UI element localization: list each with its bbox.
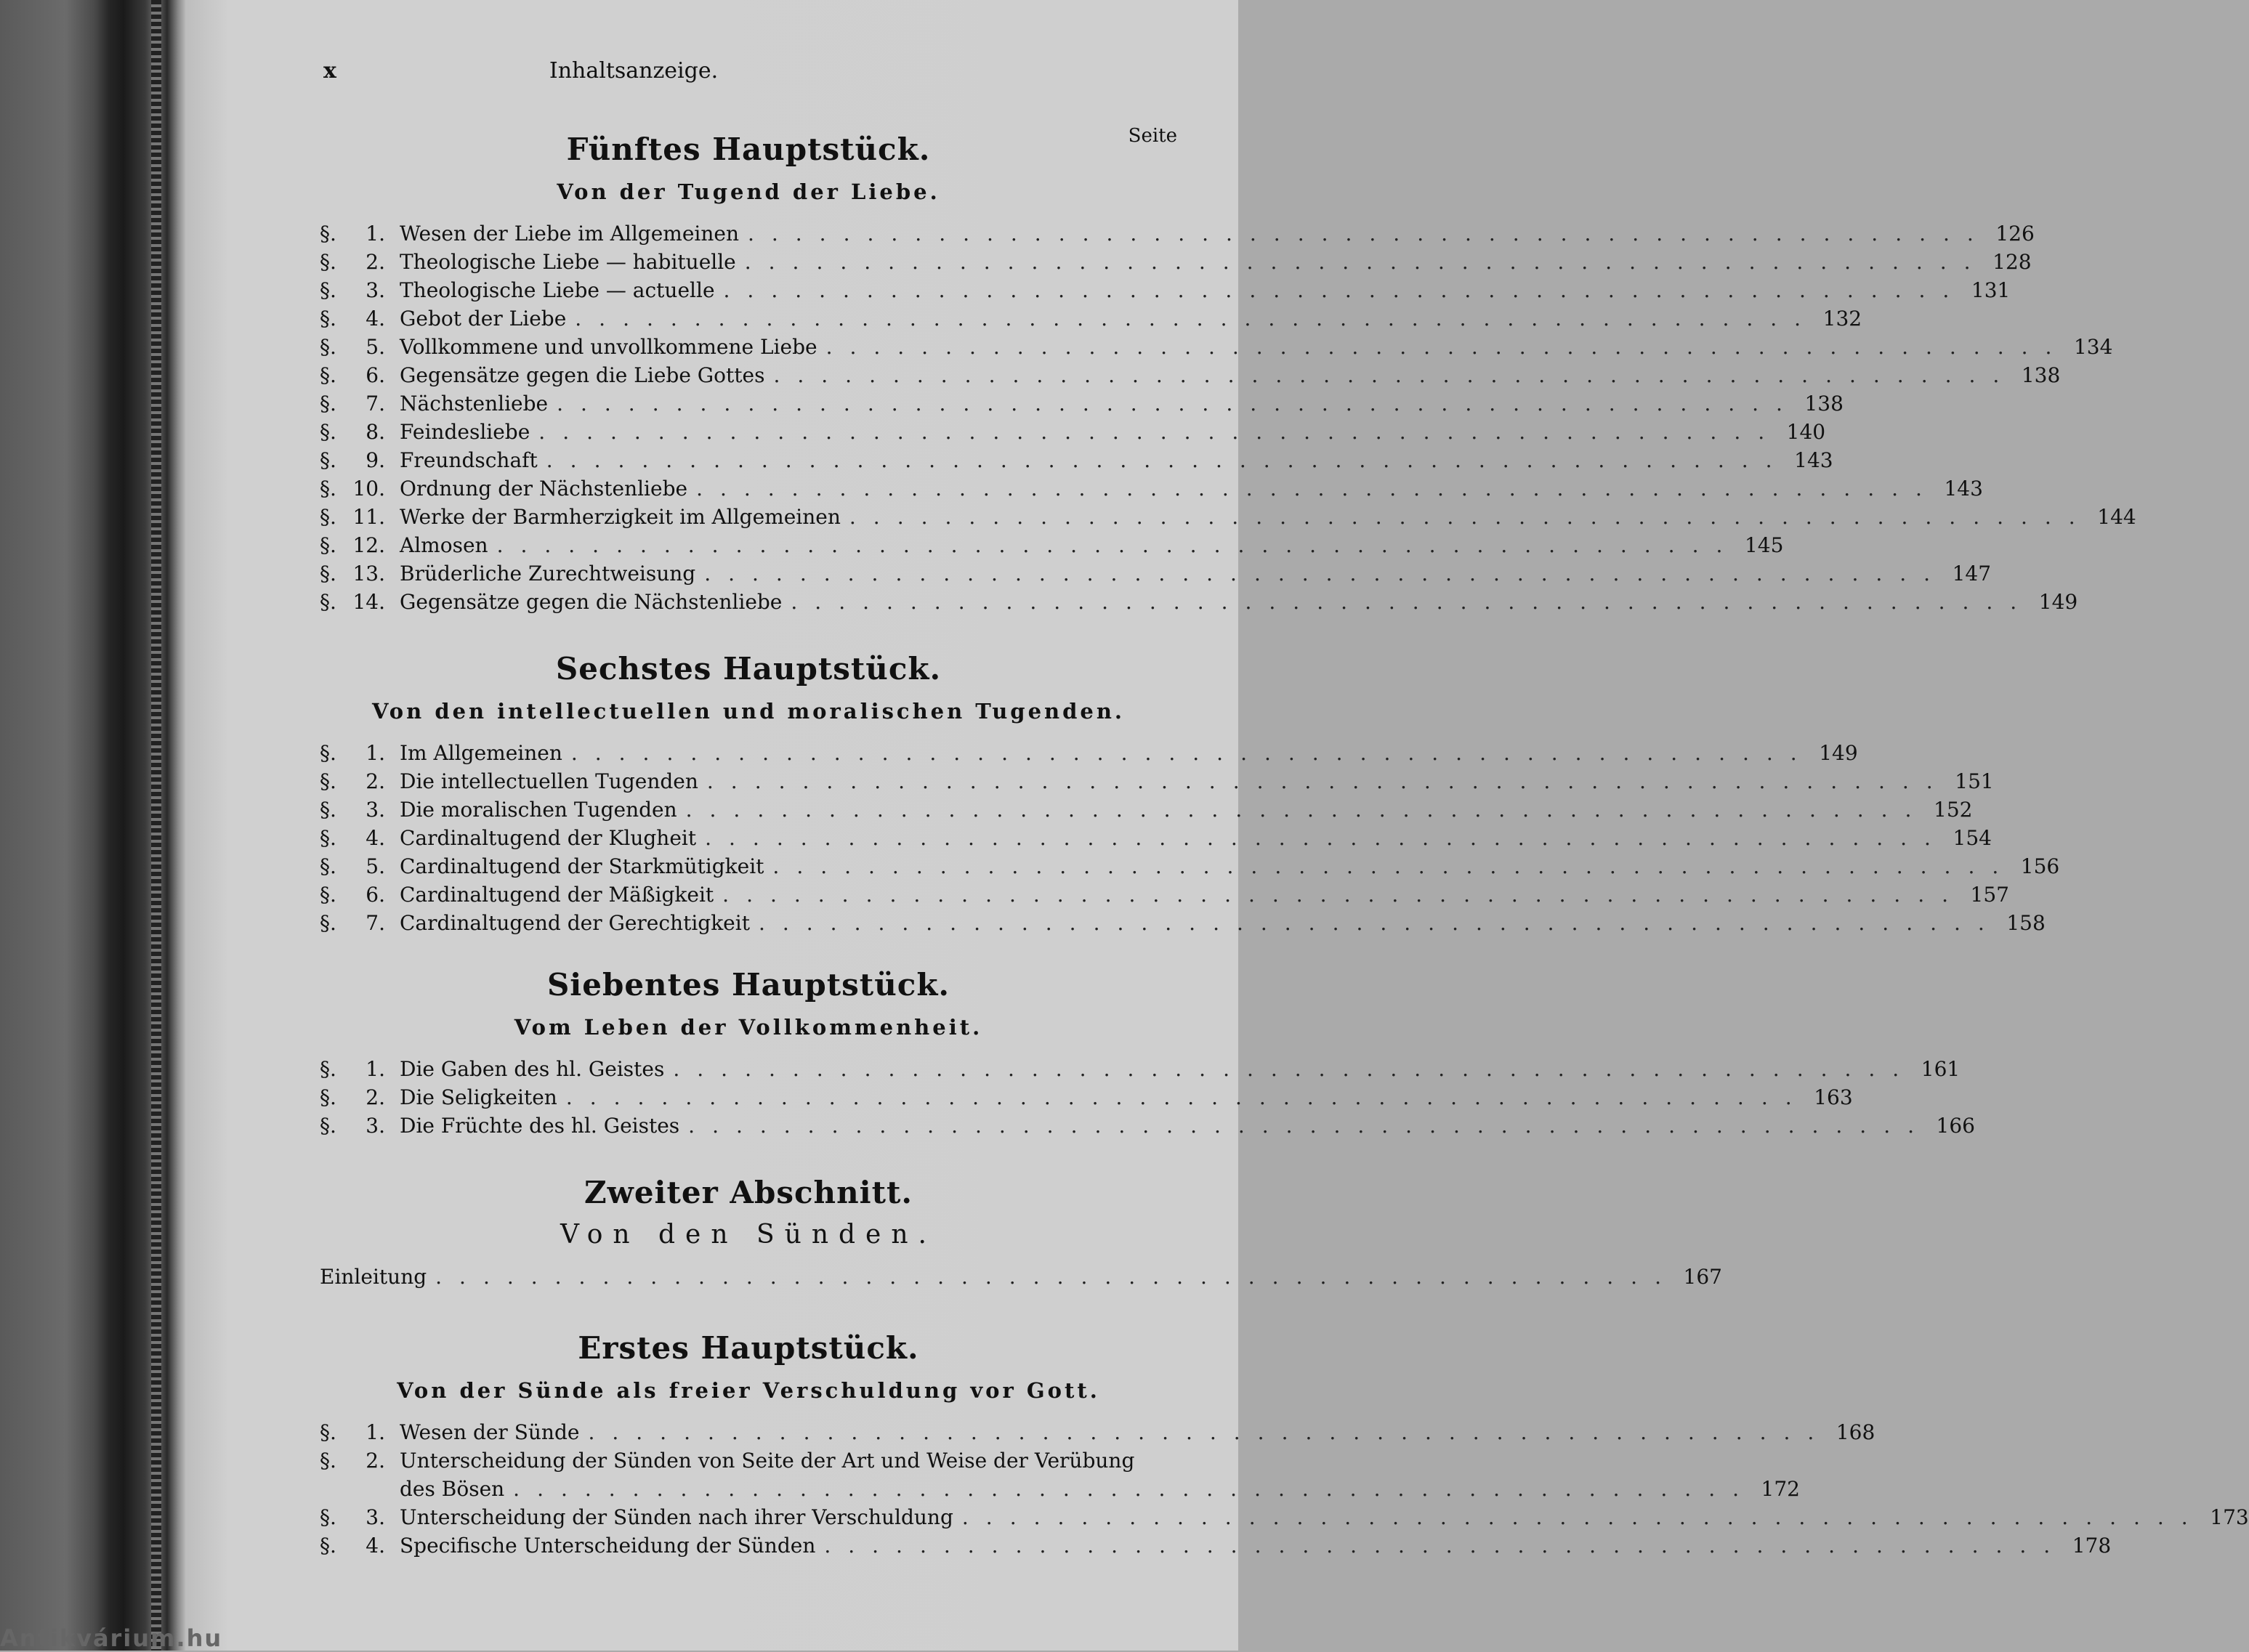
dot-leader: .................................................... (557, 392, 1800, 416)
section-symbol: §. (320, 448, 336, 472)
toc-entry[interactable] (320, 767, 1994, 795)
section-symbol: §. (320, 1114, 336, 1138)
toc-entry[interactable] (320, 852, 2060, 880)
section-symbol: §. (320, 1505, 336, 1529)
entry-page: 138 (2021, 363, 2061, 387)
toc-entry[interactable] (320, 795, 1973, 824)
section-symbol: §. (320, 1420, 336, 1444)
dot-leader: .................................................... (723, 278, 1967, 302)
entry-page: 151 (1955, 769, 1994, 793)
toc-entry-introduction[interactable] (320, 1263, 1722, 1291)
entry-number: 11. (352, 505, 385, 529)
entry-number: 8. (366, 420, 385, 444)
toc-entry[interactable] (320, 446, 1833, 474)
section-symbol: §. (320, 278, 336, 302)
toc-entry[interactable] (320, 503, 2136, 531)
dot-leader: .................................................... (706, 769, 1950, 793)
entry-page: 161 (1921, 1057, 1961, 1081)
section-symbol: §. (320, 883, 336, 907)
entry-number: 3. (366, 798, 385, 822)
entry-page: 140 (1786, 420, 1826, 444)
section-symbol: §. (320, 392, 336, 416)
chapter-title: Fünftes Hauptstück. (566, 131, 931, 167)
toc-entry[interactable] (320, 1531, 2112, 1560)
toc-entry[interactable] (320, 1083, 1853, 1112)
dot-leader: .................................................... (546, 448, 1790, 472)
chapter-subtitle: Von der Sünde als freier Verschuldung vor Gott. (397, 1378, 1100, 1403)
dot-leader: .................................................... (588, 1420, 1832, 1444)
entry-number: 2. (366, 1449, 385, 1473)
toc-entry[interactable] (320, 880, 2009, 909)
toc-entry[interactable] (320, 739, 1858, 767)
toc-entry[interactable] (320, 219, 2035, 248)
dot-leader: .................................................... (961, 1505, 2205, 1529)
chapter-5 (320, 131, 2136, 616)
dot-leader: .................................................... (685, 798, 1929, 822)
dot-leader: .................................................... (704, 562, 1948, 586)
toc-entry[interactable] (320, 389, 1844, 418)
dot-leader: .................................................... (773, 363, 2017, 387)
dot-leader: .................................................... (722, 883, 1966, 907)
entry-title: Wesen der Sünde (400, 1420, 580, 1444)
dot-leader: .................................................... (791, 590, 2035, 614)
chapter-subtitle: Vom Leben der Vollkommenheit. (514, 1015, 983, 1040)
dot-leader: .................................................... (747, 222, 1991, 246)
dot-leader: .................................................... (575, 307, 1819, 331)
entry-title: Werke der Barmherzigkeit im Allgemeinen (400, 505, 841, 529)
dot-leader: .................................................... (825, 335, 2070, 359)
section-symbol: §. (320, 911, 336, 935)
entry-page: 134 (2073, 335, 2113, 359)
toc-entry[interactable] (320, 418, 1826, 446)
entry-page: 128 (1992, 250, 2032, 274)
dot-leader: .................................................... (824, 1534, 2068, 1558)
entry-title: Wesen der Liebe im Allgemeinen (400, 222, 739, 246)
entry-number: 1. (366, 1420, 385, 1444)
entry-page: 145 (1744, 533, 1784, 557)
entry-number: 6. (366, 363, 385, 387)
dot-leader: .................................................... (673, 1057, 1917, 1081)
chapter-1 (320, 1329, 2249, 1560)
entry-number: 9. (366, 448, 385, 472)
entry-number: 7. (366, 911, 385, 935)
entry-page: 156 (2020, 854, 2060, 878)
section-symbol: §. (320, 1085, 336, 1109)
entry-title: Die Seligkeiten (400, 1085, 557, 1109)
section-symbol: §. (320, 590, 336, 614)
entry-page: 154 (1953, 826, 1992, 850)
entry-title: Cardinaltugend der Gerechtigkeit (400, 911, 750, 935)
section-symbol: §. (320, 826, 336, 850)
section-symbol: §. (320, 533, 336, 557)
section-two (320, 1174, 1722, 1291)
entry-title: Gegensätze gegen die Liebe Gottes (400, 363, 765, 387)
toc-entry[interactable] (320, 1446, 1800, 1503)
toc-entry[interactable] (320, 909, 2046, 937)
section-symbol: §. (320, 222, 336, 246)
entry-page: 149 (2038, 590, 2078, 614)
entry-number: 5. (366, 335, 385, 359)
entry-title-block (400, 1446, 1800, 1503)
dot-leader: .................................................... (513, 1477, 1756, 1501)
entry-title: Gebot der Liebe (400, 307, 567, 331)
entry-title: Gegensätze gegen die Nächstenliebe (400, 590, 783, 614)
entry-title: Cardinaltugend der Starkmütigkeit (400, 854, 764, 878)
toc-entry[interactable] (320, 333, 2113, 361)
entry-list (320, 1055, 1975, 1140)
chapter-title: Erstes Hauptstück. (578, 1330, 919, 1366)
entry-title: Vollkommene und unvollkommene Liebe (400, 335, 817, 359)
toc-entry[interactable] (320, 588, 2078, 616)
section-symbol: §. (320, 769, 336, 793)
section-symbol: §. (320, 477, 336, 501)
entry-page: 172 (1761, 1477, 1800, 1501)
toc-entry[interactable] (320, 1503, 2249, 1531)
entry-list (320, 219, 2136, 616)
entry-page: 167 (1683, 1265, 1722, 1289)
entry-number: 4. (366, 307, 385, 331)
entry-page: 138 (1804, 392, 1844, 416)
toc-entry[interactable] (320, 1418, 1875, 1446)
entry-number: 1. (366, 222, 385, 246)
entry-page: 168 (1836, 1420, 1875, 1444)
entry-number: 4. (366, 1534, 385, 1558)
entry-title-continued: des Bösen (400, 1477, 505, 1501)
chapter-title: Sechstes Hauptstück. (555, 651, 942, 687)
entry-title: Unterscheidung der Sünden von Seite der Art und Weise der Verübung (400, 1449, 1135, 1473)
dot-leader: .................................................... (705, 826, 1948, 850)
entry-number: 2. (366, 1085, 385, 1109)
entry-number: 7. (366, 392, 385, 416)
entry-number: 3. (366, 1505, 385, 1529)
toc-entry[interactable] (320, 304, 1862, 333)
toc-entry[interactable] (320, 361, 2061, 389)
book-binding (0, 0, 185, 1651)
entry-number: 13. (352, 562, 385, 586)
chapter-title: Siebentes Hauptstück. (546, 967, 950, 1003)
toc-entry[interactable] (320, 1055, 1961, 1083)
section-symbol: §. (320, 854, 336, 878)
entry-page: 158 (2006, 911, 2046, 935)
dot-leader: .................................................... (696, 477, 1939, 501)
section-subtitle: Von den Sünden. (560, 1220, 937, 1250)
section-symbol: §. (320, 505, 336, 529)
entry-title: Feindesliebe (400, 420, 530, 444)
dot-leader: .................................................... (570, 741, 1814, 765)
entry-title: Die moralischen Tugenden (400, 798, 677, 822)
entry-number: 1. (366, 741, 385, 765)
toc-entry[interactable] (320, 1112, 1975, 1140)
entry-number: 6. (366, 883, 385, 907)
entry-title-continued-line (400, 1475, 1800, 1503)
entry-title: Theologische Liebe — habituelle (400, 250, 736, 274)
toc-entry[interactable] (320, 824, 1992, 852)
entry-page: 173 (2210, 1505, 2249, 1529)
toc-entry[interactable] (320, 248, 2032, 276)
section-symbol: §. (320, 307, 336, 331)
entry-title: Einleitung (320, 1265, 427, 1289)
section-title: Zweiter Abschnitt. (584, 1175, 913, 1210)
page-column-label: Seite (1128, 125, 1177, 147)
chapter-6 (320, 650, 2060, 937)
dot-leader: .................................................... (565, 1085, 1809, 1109)
chapter-subtitle: Von der Tugend der Liebe. (557, 179, 940, 204)
entry-page: 163 (1814, 1085, 1853, 1109)
section-symbol: §. (320, 1449, 336, 1473)
entry-page: 131 (1971, 278, 2011, 302)
section-symbol: §. (320, 798, 336, 822)
dot-leader: .................................................... (758, 911, 2002, 935)
section-symbol: §. (320, 1057, 336, 1081)
entry-page: 132 (1822, 307, 1862, 331)
entry-page: 143 (1944, 477, 1983, 501)
entry-page: 143 (1794, 448, 1833, 472)
entry-title: Specifische Unterscheidung der Sünden (400, 1534, 816, 1558)
section-symbol: §. (320, 420, 336, 444)
entry-list (320, 1418, 2249, 1560)
dot-leader: .................................................... (538, 420, 1782, 444)
toc-entry[interactable] (320, 559, 1992, 588)
entry-number: 2. (366, 250, 385, 274)
entry-title: Cardinaltugend der Mäßigkeit (400, 883, 714, 907)
entry-title: Unterscheidung der Sünden nach ihrer Verschuldung (400, 1505, 953, 1529)
toc-entry[interactable] (320, 276, 2011, 304)
entry-number: 3. (366, 1114, 385, 1138)
page-number: x (323, 58, 336, 84)
entry-page: 149 (1819, 741, 1858, 765)
entry-number: 14. (352, 590, 385, 614)
entry-page: 147 (1952, 562, 1992, 586)
dot-leader: .................................................... (772, 854, 2016, 878)
section-symbol: §. (320, 250, 336, 274)
entry-list (320, 739, 2060, 937)
watermark: Antikvárium.hu (0, 1624, 223, 1652)
section-symbol: §. (320, 335, 336, 359)
entry-number: 10. (352, 477, 385, 501)
entry-number: 1. (366, 1057, 385, 1081)
entry-page: 166 (1936, 1114, 1975, 1138)
entry-title: Im Allgemeinen (400, 741, 562, 765)
entry-number: 12. (352, 533, 385, 557)
entry-number: 5. (366, 854, 385, 878)
entry-page: 152 (1934, 798, 1973, 822)
entry-title: Nächstenliebe (400, 392, 549, 416)
entry-title: Freundschaft (400, 448, 538, 472)
entry-number: 2. (366, 769, 385, 793)
entry-title: Die Früchte des hl. Geistes (400, 1114, 680, 1138)
entry-page: 126 (1995, 222, 2035, 246)
chapter-subtitle: Von den intellectuellen und moralischen Tugenden. (371, 699, 1126, 724)
entry-page: 157 (1970, 883, 2009, 907)
entry-number: 3. (366, 278, 385, 302)
entry-title: Die intellectuellen Tugenden (400, 769, 698, 793)
chapter-7 (320, 966, 1975, 1140)
entry-title: Cardinaltugend der Klugheit (400, 826, 697, 850)
dot-leader: .................................................... (688, 1114, 1931, 1138)
dot-leader: .................................................... (496, 533, 1740, 557)
entry-title: Almosen (400, 533, 488, 557)
section-symbol: §. (320, 562, 336, 586)
entry-title: Ordnung der Nächstenliebe (400, 477, 688, 501)
entry-title: Die Gaben des hl. Geistes (400, 1057, 665, 1081)
entry-list (320, 1263, 1722, 1291)
section-symbol: §. (320, 1534, 336, 1558)
dot-leader: .................................................... (849, 505, 2093, 529)
section-symbol: §. (320, 741, 336, 765)
binding-stripe (151, 0, 161, 1651)
running-head-title: Inhaltsanzeige. (549, 58, 719, 84)
entry-number: 4. (366, 826, 385, 850)
entry-title: Brüderliche Zurechtweisung (400, 562, 696, 586)
dot-leader: .................................................... (435, 1265, 1679, 1289)
entry-title: Theologische Liebe — actuelle (400, 278, 715, 302)
toc-entry[interactable] (320, 474, 1983, 503)
toc-entry[interactable] (320, 531, 1784, 559)
section-symbol: §. (320, 363, 336, 387)
entry-page: 144 (2097, 505, 2136, 529)
dot-leader: .................................................... (744, 250, 1988, 274)
entry-page: 178 (2072, 1534, 2112, 1558)
